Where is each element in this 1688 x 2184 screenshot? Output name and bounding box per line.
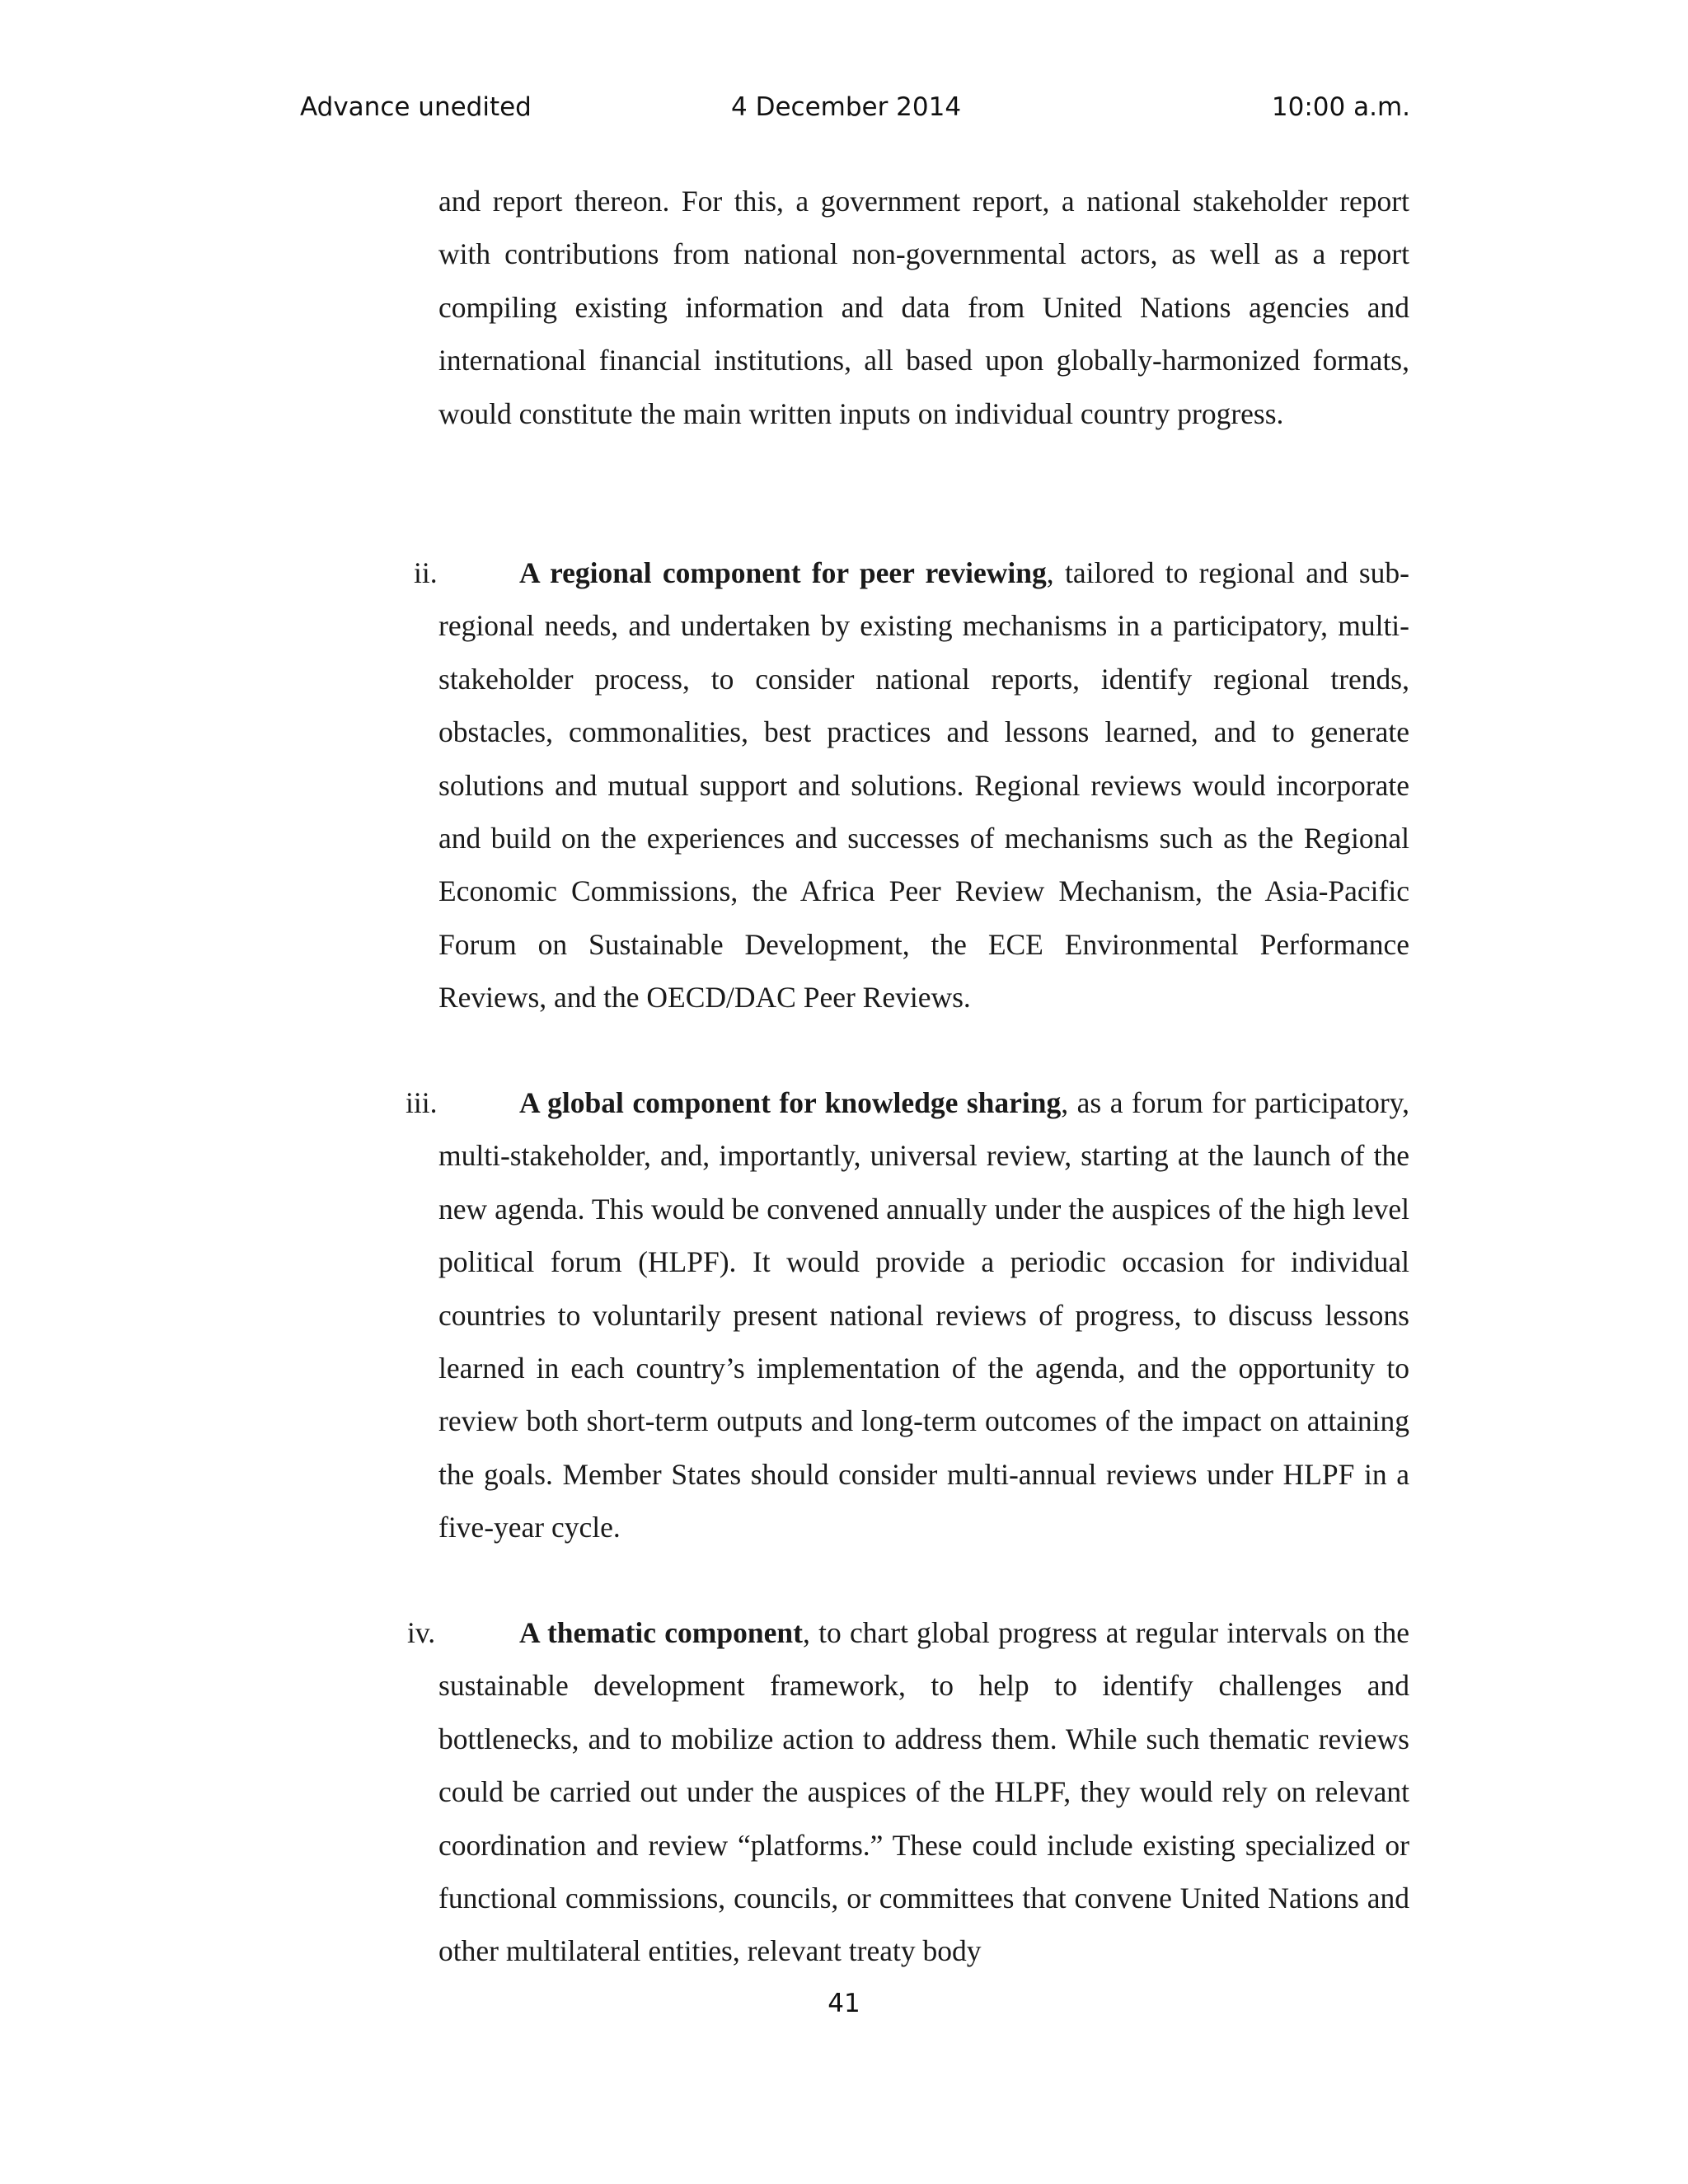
page-number: 41 xyxy=(828,1989,860,2018)
list-item-iii xyxy=(406,1076,1409,1554)
list-item-iv xyxy=(407,1606,1410,1978)
header-status: Advance unedited xyxy=(300,92,532,122)
list-item-text: , tailored to regional and sub-regional needs, and undertaken by existing mechanisms in a participatory, multi-stakeholder process, to consider national reports, identify regional trends, obstacles, commonalities, best practices and lessons learned, and to generate solutions and mutual support and solutions. Regional reviews would incorporate and build on the experiences and successes of mechanisms such as the Regional Economic Commissions, the Africa Peer Review Mechanism, the Asia-Pacific Forum on Sustainable Development, the ECE Environmental Performance Reviews, and the OECD/DAC Peer Reviews. xyxy=(438,556,1409,1015)
list-item-heading: A thematic component xyxy=(519,1616,803,1649)
list-item-text: , as a forum for participatory, multi-stakeholder, and, importantly, universal review, starting at the launch of the new agenda. This would be convened annually under the auspices of the high level political forum (HLPF). It would provide a periodic occasion for individual countries to voluntarily present national reviews of progress, to discuss lessons learned in each country’s implementation of the agenda, and the opportunity to review both short-term outputs and long-term outcomes of the impact on attaining the goals. Member States should consider multi-annual reviews under HLPF in a five-year cycle. xyxy=(438,1086,1409,1544)
list-numeral: ii. xyxy=(414,556,438,589)
page-header xyxy=(0,92,1688,129)
continuation-paragraph: and report thereon. For this, a government report, a national stakeholder report with contributions from national non-governmental actors, as well as a report compiling existing information and data from United Nations agencies and international financial institutions, all based upon globally-harmonized formats, would constitute the main written inputs on individual country progress. xyxy=(438,185,1409,430)
continuation-paragraph-block xyxy=(438,175,1409,440)
header-time: 10:00 a.m. xyxy=(1271,92,1410,122)
list-item-heading: A global component for knowledge sharing xyxy=(519,1086,1062,1119)
list-item-ii xyxy=(414,546,1409,1024)
list-numeral: iii. xyxy=(406,1086,438,1119)
list-item-text: , to chart global progress at regular intervals on the sustainable development framework, to help to identify challenges and bottlenecks, and to mobilize action to address them. While such thematic reviews could be carried out under the auspices of the HLPF, they would rely on relevant coordination and review “platforms.” These could include existing specialized or functional commissions, councils, or committees that convene United Nations and other multilateral entities, relevant treaty body xyxy=(438,1616,1410,1968)
list-numeral: iv. xyxy=(407,1616,436,1649)
list-item-heading: A regional component for peer reviewing xyxy=(519,556,1047,589)
header-date: 4 December 2014 xyxy=(731,92,962,122)
